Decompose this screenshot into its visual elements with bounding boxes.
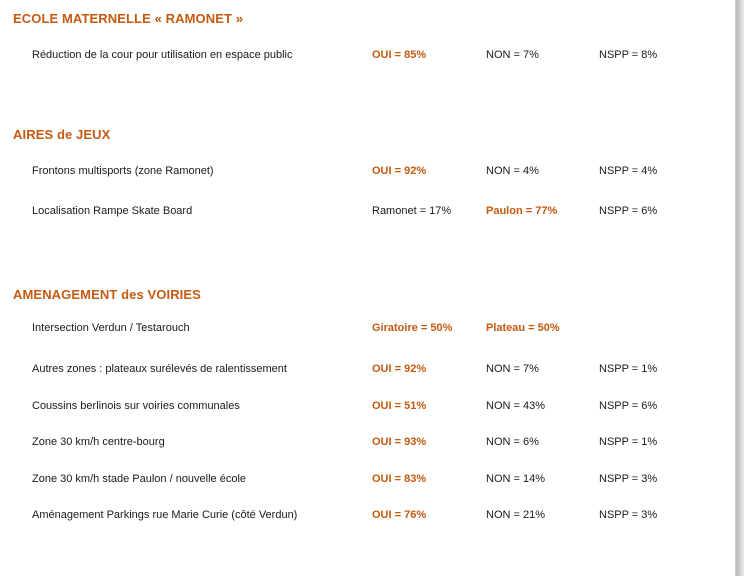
survey-row-coussins-berlinois xyxy=(0,400,720,416)
row-label: Zone 30 km/h centre-bourg xyxy=(32,436,165,448)
result-giratoire: Giratoire = 50% xyxy=(372,322,453,334)
row-label: Réduction de la cour pour utilisation en espace public xyxy=(32,49,293,61)
result-non: NON = 6% xyxy=(486,436,539,448)
section-title-aires-de-jeux: AIRES de JEUX xyxy=(13,127,111,142)
result-nspp: NSPP = 8% xyxy=(599,49,658,61)
result-oui: OUI = 51% xyxy=(372,400,427,412)
row-label: Autres zones : plateaux surélevés de ralentissement xyxy=(32,363,287,375)
survey-row-intersection xyxy=(0,322,720,338)
result-ramonet: Ramonet = 17% xyxy=(372,205,452,217)
survey-row-reduction-cour xyxy=(0,49,720,65)
survey-row-zone30-paulon xyxy=(0,473,720,489)
result-non: NON = 43% xyxy=(486,400,545,412)
result-non: NON = 4% xyxy=(486,165,539,177)
survey-row-rampe-skate xyxy=(0,205,720,221)
section-title-amenagement-voiries: AMENAGEMENT des VOIRIES xyxy=(13,287,201,302)
result-plateau: Plateau = 50% xyxy=(486,322,560,334)
result-oui: OUI = 83% xyxy=(372,473,427,485)
row-label: Localisation Rampe Skate Board xyxy=(32,205,193,217)
result-nspp: NSPP = 4% xyxy=(599,165,658,177)
result-nspp: NSPP = 6% xyxy=(599,205,658,217)
result-nspp: NSPP = 1% xyxy=(599,363,658,375)
result-nspp: NSPP = 6% xyxy=(599,400,658,412)
survey-row-frontons xyxy=(0,165,720,181)
result-oui: OUI = 92% xyxy=(372,363,427,375)
result-nspp: NSPP = 3% xyxy=(599,509,658,521)
result-non: NON = 21% xyxy=(486,509,545,521)
row-label: Coussins berlinois sur voiries communales xyxy=(32,400,240,412)
section-title-ecole-maternelle: ECOLE MATERNELLE « RAMONET » xyxy=(13,11,244,26)
survey-row-parkings-marie-curie xyxy=(0,509,720,525)
result-nspp: NSPP = 3% xyxy=(599,473,658,485)
result-oui: OUI = 92% xyxy=(372,165,427,177)
result-non: NON = 7% xyxy=(486,49,539,61)
row-label: Frontons multisports (zone Ramonet) xyxy=(32,165,214,177)
row-label: Aménagement Parkings rue Marie Curie (côté Verdun) xyxy=(32,509,298,521)
result-nspp: NSPP = 1% xyxy=(599,436,658,448)
result-paulon: Paulon = 77% xyxy=(486,205,558,217)
page-edge-shadow xyxy=(735,0,744,576)
survey-row-zone30-centre xyxy=(0,436,720,452)
result-oui: OUI = 85% xyxy=(372,49,427,61)
result-oui: OUI = 93% xyxy=(372,436,427,448)
survey-row-plateaux-sureleves xyxy=(0,363,720,379)
result-non: NON = 7% xyxy=(486,363,539,375)
result-non: NON = 14% xyxy=(486,473,545,485)
result-oui: OUI = 76% xyxy=(372,509,427,521)
row-label: Zone 30 km/h stade Paulon / nouvelle école xyxy=(32,473,247,485)
row-label: Intersection Verdun / Testarouch xyxy=(32,322,190,334)
